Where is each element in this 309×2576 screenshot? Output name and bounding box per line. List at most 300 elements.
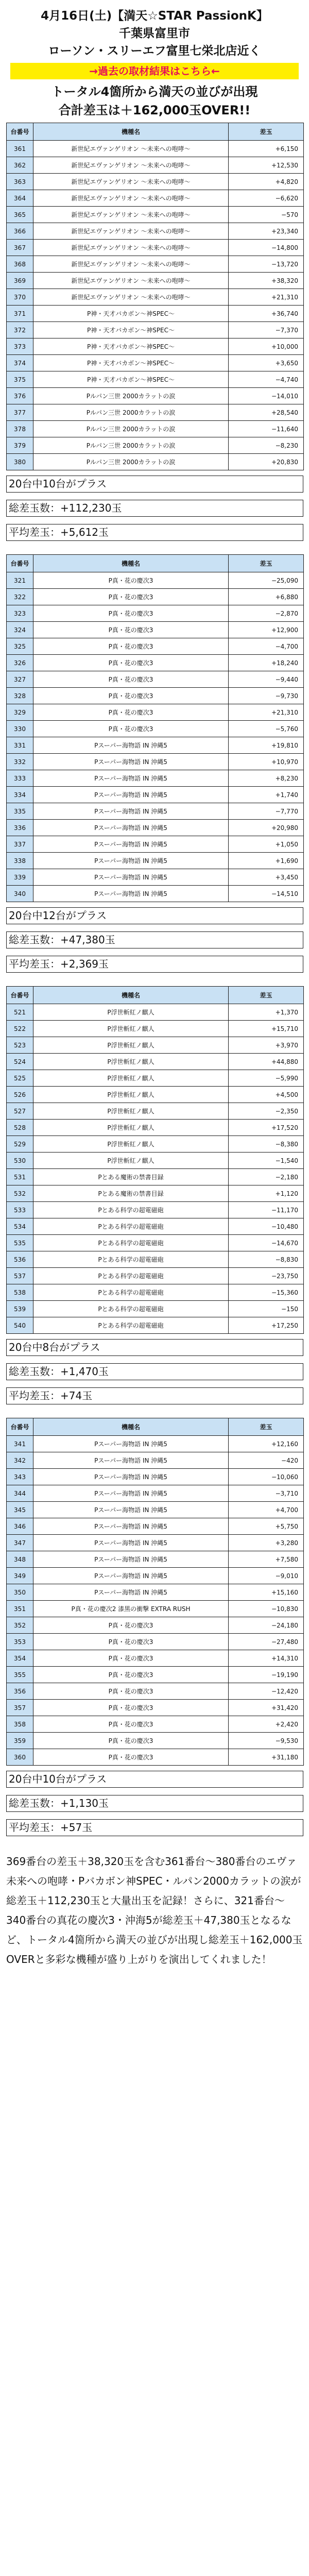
table-row — [7, 289, 304, 306]
model-name: P浮世斬紅ノ麒人 — [33, 1037, 229, 1054]
group-summary — [6, 1339, 303, 1404]
difference-value: +15,160 — [229, 1584, 304, 1601]
machine-number: 348 — [7, 1551, 33, 1568]
table-row — [7, 1502, 304, 1518]
machine-number: 367 — [7, 240, 33, 256]
machine-number: 321 — [7, 572, 33, 589]
machine-number: 364 — [7, 190, 33, 207]
difference-value: +36,740 — [229, 306, 304, 322]
model-name: Pとある魔術の禁書目録 — [33, 1169, 229, 1185]
table-row — [7, 820, 304, 836]
table-row — [7, 1436, 304, 1452]
machine-number: 328 — [7, 688, 33, 704]
table-row — [7, 1268, 304, 1284]
difference-value: +14,310 — [229, 1650, 304, 1667]
model-name: Pルパン三世 2000カラットの涙 — [33, 404, 229, 421]
machine-number: 359 — [7, 1733, 33, 1749]
difference-value: +10,970 — [229, 754, 304, 770]
machine-number: 533 — [7, 1202, 33, 1218]
table-row — [7, 1087, 304, 1103]
article-header — [0, 0, 309, 120]
total-difference: 総差玉数：+112,230玉 — [6, 500, 303, 517]
past-results-link[interactable]: →過去の取材結果はこちら← — [10, 63, 299, 79]
plus-count: 20台中10台がプラス — [6, 1771, 303, 1788]
difference-value: −23,750 — [229, 1268, 304, 1284]
model-name: P真・花の慶次3 — [33, 1733, 229, 1749]
difference-value: +12,160 — [229, 1436, 304, 1452]
difference-value: −2,180 — [229, 1169, 304, 1185]
model-name: Pスーパー海物語 IN 沖縄5 — [33, 820, 229, 836]
machine-number: 538 — [7, 1284, 33, 1301]
model-name: Pとある科学の超電磁砲 — [33, 1251, 229, 1268]
machine-number: 356 — [7, 1683, 33, 1700]
model-name: Pルパン三世 2000カラットの涙 — [33, 388, 229, 404]
model-name: P浮世斬紅ノ麒人 — [33, 1120, 229, 1136]
model-name: Pスーパー海物語 IN 沖縄5 — [33, 1551, 229, 1568]
difference-value: +28,540 — [229, 404, 304, 421]
machine-number: 371 — [7, 306, 33, 322]
plus-count: 20台中8台がプラス — [6, 1339, 303, 1356]
table-row — [7, 572, 304, 589]
table-row — [7, 190, 304, 207]
model-name: Pとある科学の超電磁砲 — [33, 1268, 229, 1284]
machine-number: 530 — [7, 1153, 33, 1169]
table-row — [7, 770, 304, 787]
summary-paragraph: 369番台の差玉＋38,320玉を含む361番台〜380番台のエヴァ未来への咆哮・Pバカボン神SPEC・ルパン2000カラットの涙が総差玉＋112,230玉と大量出玉を記録！さらに、321番台〜340番台の真花の慶次3・沖海5が総差玉＋47,380玉となるなど、トータル4箇所から満天の並びが出現し総差玉＋162,000玉OVERと多彩な機種が盛り上がりを演出してくれました！ — [6, 1855, 303, 1965]
model-name: P浮世斬紅ノ麒人 — [33, 1021, 229, 1037]
table-row — [7, 1120, 304, 1136]
machine-number: 334 — [7, 787, 33, 803]
model-name: P真・花の慶次3 — [33, 721, 229, 737]
machine-number: 349 — [7, 1568, 33, 1584]
table-row — [7, 1169, 304, 1185]
machine-number: 323 — [7, 605, 33, 622]
machine-number: 370 — [7, 289, 33, 306]
difference-value: −1,540 — [229, 1153, 304, 1169]
header-model-name: 機種名 — [33, 555, 229, 572]
difference-value: +3,650 — [229, 355, 304, 371]
table-row — [7, 338, 304, 355]
model-name: Pスーパー海物語 IN 沖縄5 — [33, 853, 229, 869]
model-name: Pとある魔術の禁書目録 — [33, 1185, 229, 1202]
difference-value: +1,050 — [229, 836, 304, 853]
table-row — [7, 1568, 304, 1584]
model-name: P真・花の慶次3 — [33, 1667, 229, 1683]
difference-value: −14,010 — [229, 388, 304, 404]
model-name: P浮世斬紅ノ麒人 — [33, 1070, 229, 1087]
table-row — [7, 803, 304, 820]
model-name: P真・花の慶次3 — [33, 622, 229, 638]
model-name: Pルパン三世 2000カラットの涙 — [33, 421, 229, 437]
group-summary — [6, 1771, 303, 1836]
average-difference: 平均差玉：+57玉 — [6, 1819, 303, 1836]
model-name: P神・天才バカボン〜神SPEC〜 — [33, 338, 229, 355]
table-row — [7, 223, 304, 240]
difference-value: −7,770 — [229, 803, 304, 820]
difference-value: −12,420 — [229, 1683, 304, 1700]
machine-number: 335 — [7, 803, 33, 820]
model-name: Pスーパー海物語 IN 沖縄5 — [33, 754, 229, 770]
model-name: Pスーパー海物語 IN 沖縄5 — [33, 787, 229, 803]
table-row — [7, 655, 304, 671]
machine-number: 376 — [7, 388, 33, 404]
average-difference: 平均差玉：+2,369玉 — [6, 956, 303, 973]
machine-number: 358 — [7, 1716, 33, 1733]
difference-value: +7,580 — [229, 1551, 304, 1568]
model-name: Pスーパー海物語 IN 沖縄5 — [33, 1568, 229, 1584]
table-row — [7, 754, 304, 770]
machine-number: 365 — [7, 207, 33, 223]
header-difference: 差玉 — [229, 123, 304, 141]
model-name: Pスーパー海物語 IN 沖縄5 — [33, 1535, 229, 1551]
machine-number: 345 — [7, 1502, 33, 1518]
results-table — [6, 554, 304, 902]
model-name: P真・花の慶次3 — [33, 1617, 229, 1634]
table-row — [7, 174, 304, 190]
table-row — [7, 721, 304, 737]
difference-value: +4,500 — [229, 1087, 304, 1103]
table-row — [7, 388, 304, 404]
difference-value: −9,530 — [229, 1733, 304, 1749]
difference-value: −10,830 — [229, 1601, 304, 1617]
machine-number: 523 — [7, 1037, 33, 1054]
table-row — [7, 1700, 304, 1716]
headline-1: トータル4箇所から満天の並びが出現 — [51, 84, 258, 99]
table-row — [7, 454, 304, 470]
model-name: P真・花の慶次3 — [33, 1650, 229, 1667]
difference-value: −2,350 — [229, 1103, 304, 1120]
machine-number: 379 — [7, 437, 33, 454]
total-difference: 総差玉数：+47,380玉 — [6, 931, 303, 948]
table-row — [7, 671, 304, 688]
table-row — [7, 1716, 304, 1733]
machine-number: 527 — [7, 1103, 33, 1120]
difference-value: +17,520 — [229, 1120, 304, 1136]
table-row — [7, 1218, 304, 1235]
machine-number: 378 — [7, 421, 33, 437]
machine-number: 355 — [7, 1667, 33, 1683]
difference-value: +18,240 — [229, 655, 304, 671]
machine-number: 361 — [7, 141, 33, 157]
header-machine-number: 台番号 — [7, 123, 33, 141]
difference-value: +8,230 — [229, 770, 304, 787]
table-row — [7, 1601, 304, 1617]
difference-value: +1,370 — [229, 1004, 304, 1021]
machine-number: 536 — [7, 1251, 33, 1268]
machine-number: 329 — [7, 704, 33, 721]
header-machine-number: 台番号 — [7, 1418, 33, 1436]
difference-value: +10,000 — [229, 338, 304, 355]
difference-value: −14,800 — [229, 240, 304, 256]
model-name: Pとある科学の超電磁砲 — [33, 1202, 229, 1218]
machine-number: 333 — [7, 770, 33, 787]
difference-value: −150 — [229, 1301, 304, 1317]
difference-value: −11,170 — [229, 1202, 304, 1218]
difference-value: −14,510 — [229, 886, 304, 902]
machine-number: 353 — [7, 1634, 33, 1650]
model-name: P浮世斬紅ノ麒人 — [33, 1153, 229, 1169]
table-row — [7, 273, 304, 289]
table-row — [7, 1749, 304, 1766]
difference-value: +17,250 — [229, 1317, 304, 1334]
table-row — [7, 1551, 304, 1568]
machine-number: 368 — [7, 256, 33, 273]
table-row — [7, 207, 304, 223]
model-name: Pスーパー海物語 IN 沖縄5 — [33, 886, 229, 902]
machine-number: 336 — [7, 820, 33, 836]
difference-value: +31,180 — [229, 1749, 304, 1766]
result-block — [6, 554, 303, 973]
table-row — [7, 371, 304, 388]
difference-value: −19,190 — [229, 1667, 304, 1683]
machine-number: 534 — [7, 1218, 33, 1235]
table-row — [7, 1617, 304, 1634]
difference-value: +31,420 — [229, 1700, 304, 1716]
model-name: Pとある科学の超電磁砲 — [33, 1284, 229, 1301]
difference-value: +4,820 — [229, 174, 304, 190]
machine-number: 539 — [7, 1301, 33, 1317]
model-name: Pとある科学の超電磁砲 — [33, 1301, 229, 1317]
difference-value: +12,530 — [229, 157, 304, 174]
machine-number: 369 — [7, 273, 33, 289]
machine-number: 351 — [7, 1601, 33, 1617]
results-table — [6, 986, 304, 1334]
difference-value: −8,830 — [229, 1251, 304, 1268]
table-row — [7, 589, 304, 605]
model-name: P浮世斬紅ノ麒人 — [33, 1136, 229, 1153]
difference-value: −3,710 — [229, 1485, 304, 1502]
machine-number: 535 — [7, 1235, 33, 1251]
model-name: Pスーパー海物語 IN 沖縄5 — [33, 1436, 229, 1452]
table-row — [7, 688, 304, 704]
difference-value: −10,480 — [229, 1218, 304, 1235]
table-row — [7, 1054, 304, 1070]
model-name: Pスーパー海物語 IN 沖縄5 — [33, 1584, 229, 1601]
table-row — [7, 1153, 304, 1169]
table-row — [7, 306, 304, 322]
difference-value: +6,880 — [229, 589, 304, 605]
difference-value: +44,880 — [229, 1054, 304, 1070]
table-row — [7, 1584, 304, 1601]
model-name: 新世紀エヴァンゲリオン 〜未来への咆哮〜 — [33, 256, 229, 273]
machine-number: 377 — [7, 404, 33, 421]
table-row — [7, 1136, 304, 1153]
table-row — [7, 787, 304, 803]
model-name: P真・花の慶次3 — [33, 1634, 229, 1650]
table-row — [7, 638, 304, 655]
table-row — [7, 737, 304, 754]
difference-value: −11,640 — [229, 421, 304, 437]
difference-value: −24,180 — [229, 1617, 304, 1634]
table-row — [7, 622, 304, 638]
difference-value: −9,010 — [229, 1568, 304, 1584]
results-groups — [0, 123, 309, 1836]
machine-number: 341 — [7, 1436, 33, 1452]
table-row — [7, 322, 304, 338]
difference-value: +1,120 — [229, 1185, 304, 1202]
table-row — [7, 1317, 304, 1334]
group-summary — [6, 476, 303, 541]
table-row — [7, 1452, 304, 1469]
table-row — [7, 355, 304, 371]
total-difference: 総差玉数：+1,130玉 — [6, 1795, 303, 1812]
difference-value: −6,620 — [229, 190, 304, 207]
difference-value: +4,700 — [229, 1502, 304, 1518]
difference-value: −13,720 — [229, 256, 304, 273]
table-row — [7, 1103, 304, 1120]
model-name: Pスーパー海物語 IN 沖縄5 — [33, 1469, 229, 1485]
table-row — [7, 1485, 304, 1502]
table-row — [7, 240, 304, 256]
machine-number: 529 — [7, 1136, 33, 1153]
table-row — [7, 256, 304, 273]
difference-value: +12,900 — [229, 622, 304, 638]
table-row — [7, 836, 304, 853]
table-row — [7, 1235, 304, 1251]
table-row — [7, 1667, 304, 1683]
difference-value: +1,740 — [229, 787, 304, 803]
model-name: P真・花の慶次3 — [33, 688, 229, 704]
table-row — [7, 1284, 304, 1301]
model-name: P神・天才バカボン〜神SPEC〜 — [33, 371, 229, 388]
model-name: Pとある科学の超電磁砲 — [33, 1317, 229, 1334]
difference-value: −5,760 — [229, 721, 304, 737]
model-name: Pスーパー海物語 IN 沖縄5 — [33, 869, 229, 886]
machine-number: 352 — [7, 1617, 33, 1634]
table-row — [7, 141, 304, 157]
header-machine-number: 台番号 — [7, 987, 33, 1004]
machine-number: 347 — [7, 1535, 33, 1551]
model-name: P真・花の慶次3 — [33, 1749, 229, 1766]
total-difference: 総差玉数：+1,470玉 — [6, 1363, 303, 1380]
header-model-name: 機種名 — [33, 123, 229, 141]
model-name: 新世紀エヴァンゲリオン 〜未来への咆哮〜 — [33, 223, 229, 240]
model-name: Pスーパー海物語 IN 沖縄5 — [33, 1502, 229, 1518]
table-row — [7, 1650, 304, 1667]
model-name: Pルパン三世 2000カラットの涙 — [33, 454, 229, 470]
machine-number: 324 — [7, 622, 33, 638]
model-name: Pルパン三世 2000カラットの涙 — [33, 437, 229, 454]
machine-number: 537 — [7, 1268, 33, 1284]
machine-number: 343 — [7, 1469, 33, 1485]
model-name: P浮世斬紅ノ麒人 — [33, 1087, 229, 1103]
model-name: P真・花の慶次3 — [33, 655, 229, 671]
machine-number: 540 — [7, 1317, 33, 1334]
table-row — [7, 869, 304, 886]
headline-2: 合計差玉は＋162,000玉OVER!! — [58, 103, 251, 117]
machine-number: 330 — [7, 721, 33, 737]
table-row — [7, 157, 304, 174]
model-name: P真・花の慶次3 — [33, 1700, 229, 1716]
table-row — [7, 1518, 304, 1535]
machine-number: 331 — [7, 737, 33, 754]
table-row — [7, 1535, 304, 1551]
difference-value: −2,870 — [229, 605, 304, 622]
difference-value: +21,310 — [229, 289, 304, 306]
model-name: P浮世斬紅ノ麒人 — [33, 1004, 229, 1021]
table-row — [7, 886, 304, 902]
difference-value: +3,280 — [229, 1535, 304, 1551]
model-name: P真・花の慶次3 — [33, 572, 229, 589]
machine-number: 325 — [7, 638, 33, 655]
difference-value: −15,360 — [229, 1284, 304, 1301]
model-name: Pスーパー海物語 IN 沖縄5 — [33, 770, 229, 787]
difference-value: −9,440 — [229, 671, 304, 688]
model-name: Pスーパー海物語 IN 沖縄5 — [33, 836, 229, 853]
model-name: P真・花の慶次3 — [33, 589, 229, 605]
difference-value: −25,090 — [229, 572, 304, 589]
machine-number: 526 — [7, 1087, 33, 1103]
event-title: 4月16日(土)【満天☆STAR PassionK】 — [41, 9, 268, 23]
difference-value: +21,310 — [229, 704, 304, 721]
results-table — [6, 1418, 304, 1766]
difference-value: −27,480 — [229, 1634, 304, 1650]
difference-value: +38,320 — [229, 273, 304, 289]
table-row — [7, 1021, 304, 1037]
machine-number: 357 — [7, 1700, 33, 1716]
table-row — [7, 1251, 304, 1268]
machine-number: 362 — [7, 157, 33, 174]
model-name: 新世紀エヴァンゲリオン 〜未来への咆哮〜 — [33, 174, 229, 190]
difference-value: −4,700 — [229, 638, 304, 655]
model-name: P真・花の慶次3 — [33, 704, 229, 721]
header-difference: 差玉 — [229, 987, 304, 1004]
model-name: 新世紀エヴァンゲリオン 〜未来への咆哮〜 — [33, 289, 229, 306]
result-block — [6, 123, 303, 541]
header-machine-number: 台番号 — [7, 555, 33, 572]
machine-number: 322 — [7, 589, 33, 605]
machine-number: 522 — [7, 1021, 33, 1037]
average-difference: 平均差玉：+5,612玉 — [6, 524, 303, 541]
difference-value: +3,450 — [229, 869, 304, 886]
difference-value: +6,150 — [229, 141, 304, 157]
difference-value: −8,230 — [229, 437, 304, 454]
difference-value: −420 — [229, 1452, 304, 1469]
model-name: P真・花の慶次3 — [33, 638, 229, 655]
difference-value: −5,990 — [229, 1070, 304, 1087]
machine-number: 350 — [7, 1584, 33, 1601]
difference-value: −14,670 — [229, 1235, 304, 1251]
machine-number: 521 — [7, 1004, 33, 1021]
difference-value: +5,750 — [229, 1518, 304, 1535]
difference-value: +3,970 — [229, 1037, 304, 1054]
table-row — [7, 1004, 304, 1021]
model-name: P浮世斬紅ノ麒人 — [33, 1103, 229, 1120]
difference-value: +1,690 — [229, 853, 304, 869]
header-model-name: 機種名 — [33, 987, 229, 1004]
machine-number: 339 — [7, 869, 33, 886]
machine-number: 373 — [7, 338, 33, 355]
model-name: 新世紀エヴァンゲリオン 〜未来への咆哮〜 — [33, 141, 229, 157]
machine-number: 375 — [7, 371, 33, 388]
machine-number: 344 — [7, 1485, 33, 1502]
model-name: 新世紀エヴァンゲリオン 〜未来への咆哮〜 — [33, 273, 229, 289]
model-name: 新世紀エヴァンゲリオン 〜未来への咆哮〜 — [33, 190, 229, 207]
table-row — [7, 1202, 304, 1218]
table-row — [7, 1185, 304, 1202]
plus-count: 20台中10台がプラス — [6, 476, 303, 493]
machine-number: 380 — [7, 454, 33, 470]
model-name: P真・花の慶次3 — [33, 1683, 229, 1700]
model-name: Pスーパー海物語 IN 沖縄5 — [33, 1452, 229, 1469]
machine-number: 332 — [7, 754, 33, 770]
table-row — [7, 1634, 304, 1650]
difference-value: +20,830 — [229, 454, 304, 470]
table-row — [7, 437, 304, 454]
table-row — [7, 1683, 304, 1700]
machine-number: 532 — [7, 1185, 33, 1202]
machine-number: 525 — [7, 1070, 33, 1087]
